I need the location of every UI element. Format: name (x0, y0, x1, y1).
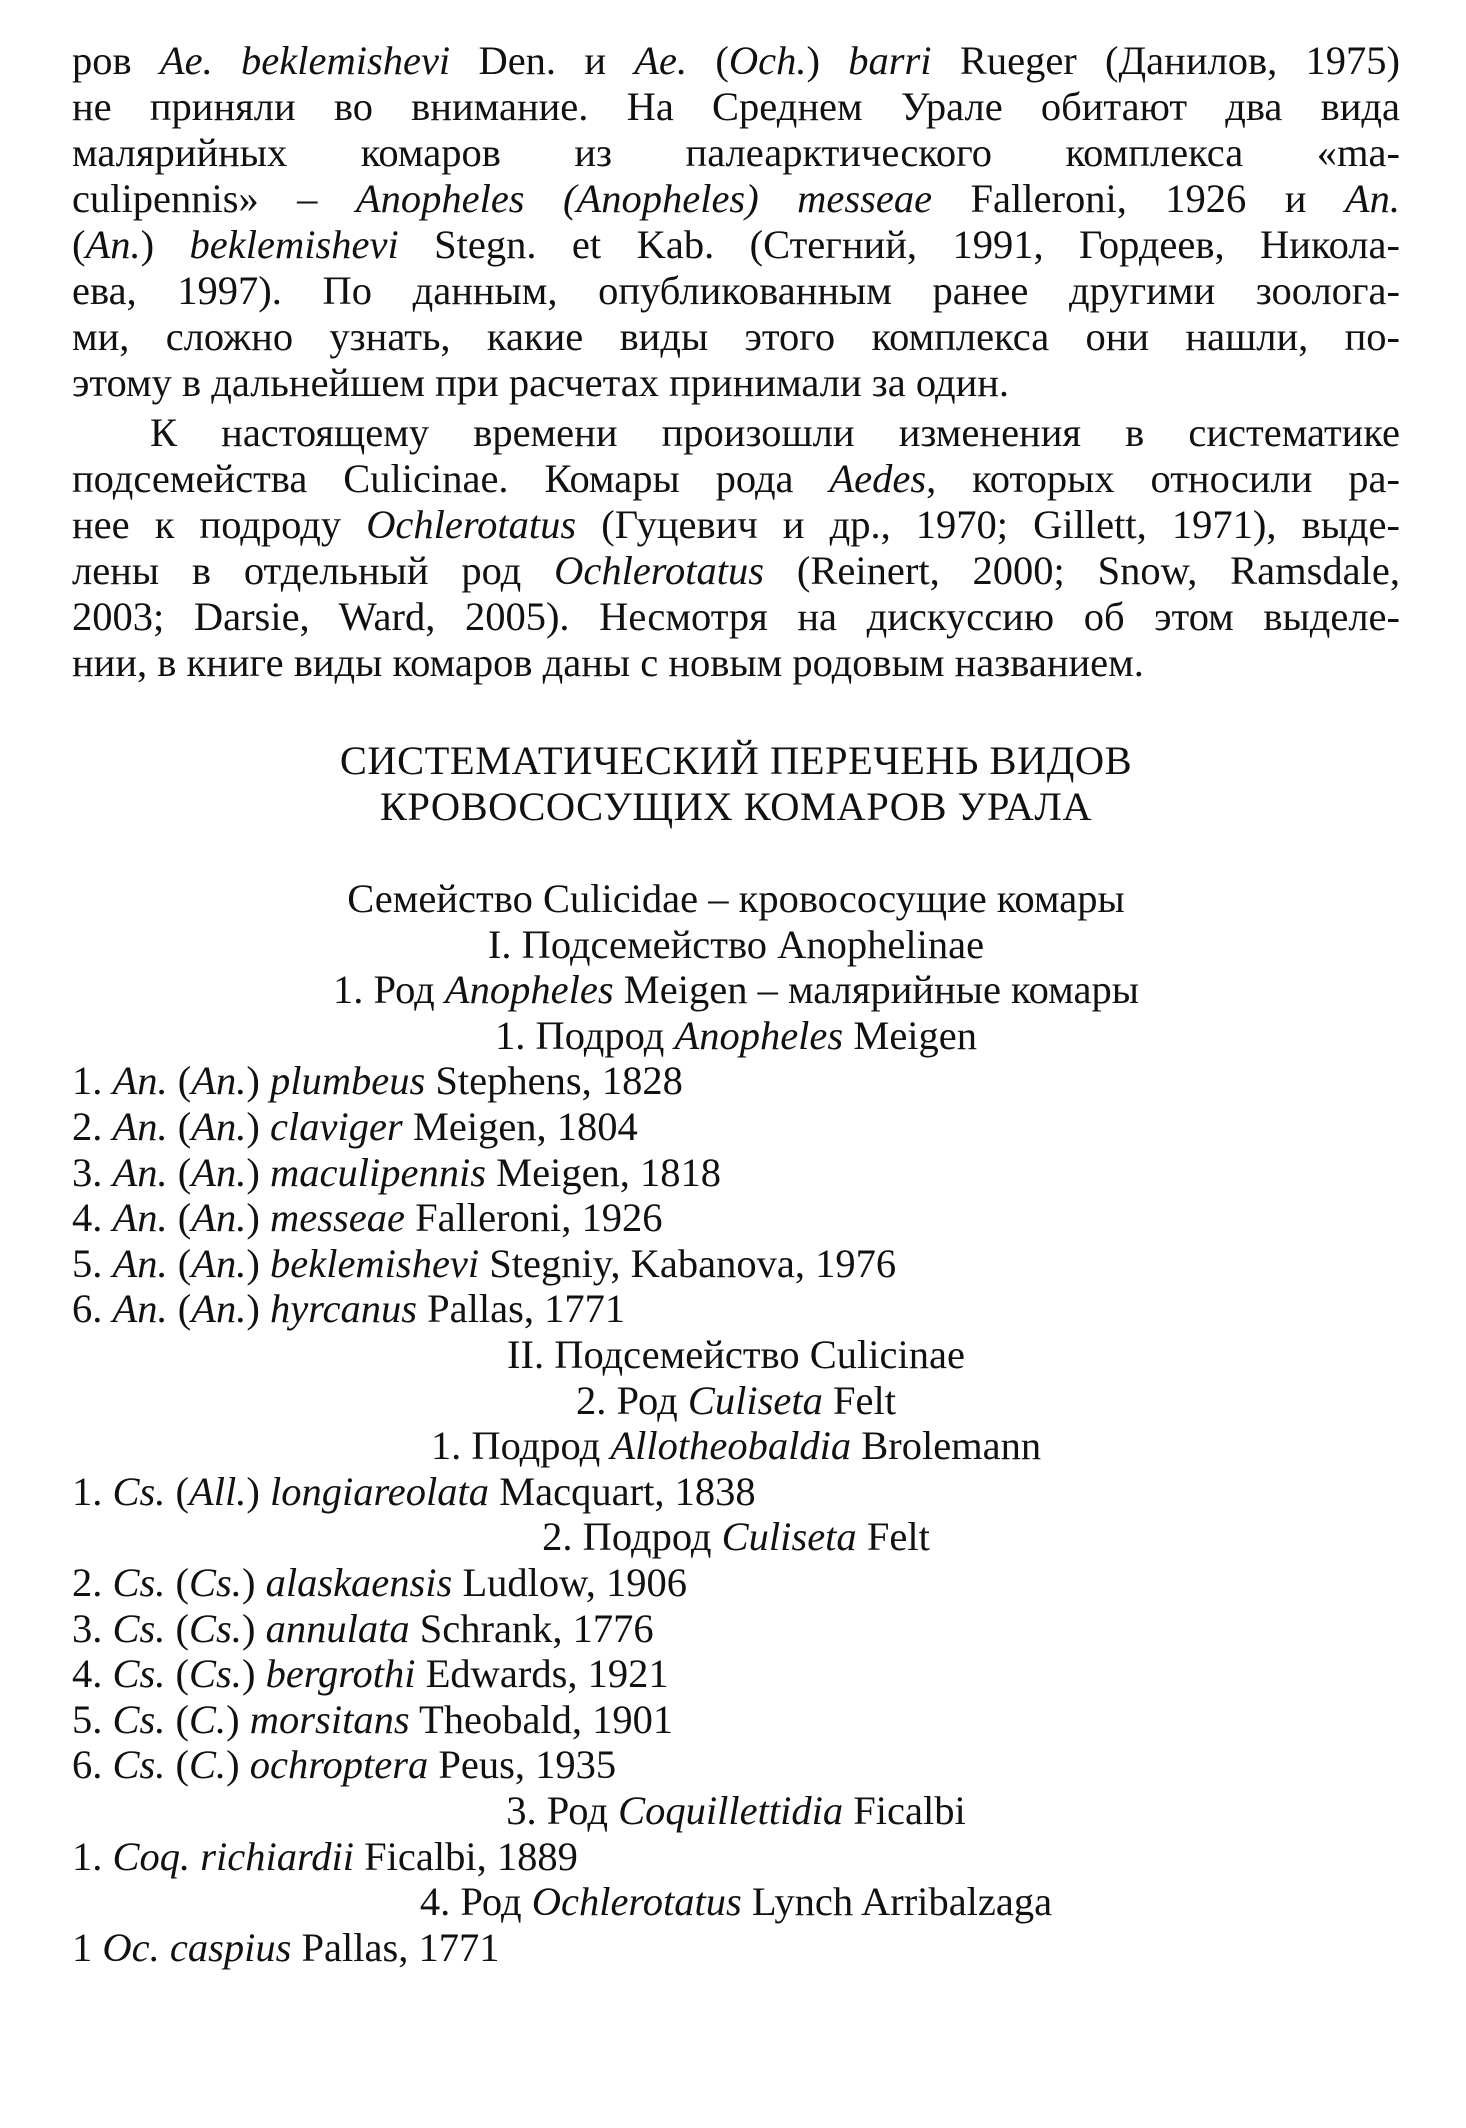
text-run: ) (806, 38, 849, 83)
text-run: ) (226, 1696, 250, 1742)
italic-taxon: An. (112, 1104, 168, 1149)
text-run: Stegn. et Kab. (Стегний, 1991, Гордеев, Никола- (398, 222, 1400, 267)
taxon-heading (72, 1879, 1400, 1925)
species-entry (72, 1286, 1400, 1332)
italic-taxon: morsitans (249, 1696, 410, 1742)
italic-taxon: Cs. (112, 1605, 166, 1651)
text-run: ) (246, 1468, 271, 1514)
text-run: ( (167, 1058, 192, 1104)
text-run: ) (226, 1742, 250, 1788)
text-run: ) (241, 1605, 266, 1651)
text-run: ) (246, 1149, 270, 1195)
species-entry (72, 1104, 1400, 1150)
paragraph-1 (72, 38, 1400, 406)
text-run: Семейство Culicidae – кровососущие комары (347, 876, 1125, 921)
text-run: Macquart, 1838 (489, 1468, 756, 1514)
text-run: culipennis» – (72, 176, 356, 221)
text-run: ева, 1997). По данным, опубликованным ранее другими зоолога- (72, 268, 1400, 313)
text-line (72, 594, 1400, 640)
italic-taxon: maculipennis (270, 1149, 486, 1195)
italic-taxon: An. (191, 1149, 247, 1195)
text-run: 4. (72, 1195, 113, 1241)
text-line (72, 314, 1400, 360)
text-line (72, 38, 1400, 84)
text-run: К настоящему времени произошли изменения в систематике (150, 410, 1400, 455)
italic-taxon: beklemishevi (270, 1240, 480, 1286)
text-run: 2. (72, 1560, 113, 1605)
taxon-heading (72, 876, 1400, 922)
italic-taxon: Ae. (634, 38, 688, 83)
text-line (72, 548, 1400, 594)
text-run: 6. (72, 1286, 113, 1332)
species-entry (72, 1058, 1400, 1104)
text-run: Felt (856, 1514, 930, 1560)
italic-taxon: An. (191, 1286, 247, 1332)
text-line (72, 130, 1400, 176)
text-line (72, 268, 1400, 314)
text-run: 6. (72, 1742, 113, 1788)
italic-taxon: longiareolata (270, 1468, 490, 1514)
italic-taxon: Ae. beklemishevi (159, 38, 451, 83)
text-run: подсемейства Culicinae. Комары рода (72, 456, 830, 501)
italic-taxon: claviger (270, 1104, 403, 1149)
italic-taxon: Culiseta (687, 1377, 823, 1423)
text-run: Stegniy, Kabanova, 1976 (479, 1240, 897, 1286)
text-run: Ficalbi (843, 1788, 966, 1833)
italic-taxon: An. (191, 1058, 247, 1104)
text-line (72, 640, 1400, 686)
italic-taxon: ochroptera (249, 1742, 429, 1788)
species-entry (72, 1697, 1400, 1743)
paragraph-2 (72, 410, 1400, 686)
italic-taxon: Cs. (112, 1560, 166, 1605)
text-run: ( (165, 1696, 190, 1742)
italic-taxon: beklemishevi (189, 222, 399, 267)
text-run: 1. (72, 1058, 113, 1104)
taxon-heading (72, 1378, 1400, 1424)
section-heading-line-2: КРОВОСОСУЩИХ КОМАРОВ УРАЛА (379, 784, 1093, 829)
text-run: ( (167, 1104, 192, 1149)
text-line (72, 456, 1400, 502)
text-run: Meigen, 1804 (402, 1104, 638, 1149)
text-run: ) (246, 1286, 270, 1332)
text-run: 1. (72, 1468, 113, 1514)
text-run: ( (167, 1240, 192, 1286)
text-run: ( (165, 1560, 190, 1605)
italic-taxon: Cs. (112, 1742, 166, 1788)
text-run: Den. и (450, 38, 635, 83)
italic-taxon: Cs. (112, 1468, 166, 1514)
text-run: ( (72, 222, 86, 267)
text-run: 1. Подрод (430, 1423, 611, 1469)
species-entry (72, 1195, 1400, 1241)
italic-taxon: bergrothi (265, 1651, 416, 1697)
text-run: 2003; Darsie, Ward, 2005). Несмотря на дискуссию об этом выделе- (72, 594, 1400, 639)
italic-taxon: Culiseta (721, 1514, 857, 1560)
text-run: 3. (72, 1605, 113, 1651)
text-run: ) (241, 1651, 266, 1697)
taxon-heading (72, 1332, 1400, 1378)
text-line (72, 360, 1400, 406)
text-run: лены в отдельный род (72, 548, 555, 593)
text-run: (Reinert, 2000; Snow, Ramsdale, (764, 548, 1400, 593)
taxon-heading (72, 1013, 1400, 1059)
italic-taxon: Cs. (112, 1696, 166, 1742)
text-run: 5. (72, 1696, 113, 1742)
species-entry (72, 1606, 1400, 1652)
italic-taxon: Cs. (189, 1651, 242, 1697)
text-run: (Гуцевич и др., 1970; Gillett, 1971), выде- (576, 502, 1400, 547)
text-run: ( (165, 1651, 190, 1697)
text-run: II. Подсемейство Culicinae (507, 1332, 965, 1377)
italic-taxon: plumbeus (270, 1058, 426, 1104)
italic-taxon: annulata (265, 1605, 410, 1651)
taxon-heading (72, 967, 1400, 1013)
text-run: ( (687, 38, 729, 83)
italic-taxon: Anopheles (674, 1012, 844, 1058)
text-run: Peus, 1935 (428, 1742, 617, 1788)
taxon-heading (72, 1423, 1400, 1469)
text-run: 3. Род (506, 1788, 619, 1833)
text-run: Pallas, 1771 (416, 1286, 626, 1332)
italic-taxon: Anopheles (Anopheles) messeae (355, 176, 933, 221)
text-run: ) (241, 1560, 266, 1605)
taxon-heading (72, 1514, 1400, 1560)
italic-taxon: Cs. (189, 1605, 242, 1651)
text-run: ) (246, 1195, 270, 1241)
italic-taxon: An. (1344, 176, 1400, 221)
text-run: ( (165, 1468, 190, 1514)
text-run: ров (72, 38, 160, 83)
text-run: 2. Род (576, 1377, 688, 1423)
text-run: ( (167, 1195, 192, 1241)
text-run: Falleroni, 1926 (404, 1195, 663, 1241)
italic-taxon: Anopheles (444, 967, 614, 1013)
text-line (72, 84, 1400, 130)
text-run: Pallas, 1771 (291, 1924, 500, 1970)
species-entry (72, 1150, 1400, 1196)
species-entry (72, 1742, 1400, 1788)
text-run: 1 (72, 1924, 103, 1970)
text-run: не приняли во внимание. На Среднем Урале обитают два вида (72, 84, 1400, 129)
italic-taxon: Cs. (189, 1560, 242, 1605)
italic-taxon: An. (191, 1104, 247, 1149)
italic-taxon: Coquillettidia (618, 1788, 844, 1833)
italic-taxon: An. (112, 1058, 168, 1104)
text-line (72, 410, 1400, 456)
italic-taxon: Oc. caspius (102, 1924, 292, 1970)
text-run: Edwards, 1921 (415, 1651, 669, 1697)
text-run: , которых относили ра- (926, 456, 1400, 501)
text-run: 4. (72, 1651, 113, 1697)
text-run: Rueger (Данилов, 1975) (931, 38, 1400, 83)
taxon-heading (72, 922, 1400, 968)
text-run: 1. Род (333, 967, 445, 1013)
italic-taxon: barri (848, 38, 932, 83)
italic-taxon: An. (112, 1286, 168, 1332)
text-run: 1. (72, 1833, 113, 1879)
species-entry (72, 1241, 1400, 1287)
italic-taxon: An. (112, 1195, 168, 1241)
text-run: ) (246, 1058, 270, 1104)
text-run: ) (246, 1104, 270, 1149)
species-entry (72, 1469, 1400, 1515)
text-run: Brolemann (851, 1423, 1042, 1469)
italic-taxon: An. (85, 222, 141, 267)
text-run: Felt (822, 1377, 896, 1423)
italic-taxon: Och. (728, 38, 807, 83)
species-entry (72, 1925, 1400, 1971)
text-run: Schrank, 1776 (409, 1605, 654, 1651)
text-run: Stephens, 1828 (425, 1058, 683, 1104)
italic-taxon: An. (112, 1149, 168, 1195)
text-run: Ficalbi, 1889 (354, 1833, 578, 1879)
italic-taxon: Aedes (829, 456, 927, 501)
section-heading-line-1: СИСТЕМАТИЧЕСКИЙ ПЕРЕЧЕНЬ ВИДОВ (339, 738, 1133, 783)
text-run: 2. (72, 1104, 113, 1149)
text-run: ( (165, 1742, 190, 1788)
italic-taxon: An. (191, 1240, 247, 1286)
text-run: нии, в книге виды комаров даны с новым родовым названием. (72, 640, 1144, 685)
text-line (72, 176, 1400, 222)
text-run: 4. Род (419, 1879, 532, 1925)
species-entry (72, 1651, 1400, 1697)
italic-taxon: C. (189, 1742, 227, 1788)
text-run: 1. Подрод (494, 1012, 675, 1058)
text-run: Falleroni, 1926 и (932, 176, 1345, 221)
text-run: 5. (72, 1240, 113, 1286)
text-run: Meigen, 1818 (485, 1149, 722, 1195)
species-entry (72, 1834, 1400, 1880)
italic-taxon: hyrcanus (270, 1286, 417, 1332)
text-run: ( (167, 1286, 192, 1332)
text-run: 3. (72, 1149, 113, 1195)
italic-taxon: Ochlerotatus (554, 548, 765, 593)
text-run: Theobald, 1901 (409, 1696, 674, 1742)
italic-taxon: Allotheobaldia (610, 1423, 852, 1469)
italic-taxon: All. (189, 1468, 247, 1514)
text-run: этому в дальнейшем при расчетах принимали за один. (72, 360, 1010, 405)
text-run: I. Подсемейство Anophelinae (487, 921, 985, 967)
text-run: Meigen – малярийные комары (613, 967, 1139, 1013)
italic-taxon: Ochlerotatus (366, 502, 577, 547)
text-run: 2. Подрод (542, 1514, 722, 1560)
italic-taxon: An. (191, 1195, 247, 1241)
italic-taxon: C. (189, 1696, 227, 1742)
text-run: Ludlow, 1906 (452, 1560, 688, 1605)
italic-taxon: alaskaensis (265, 1560, 453, 1605)
text-run: ми, сложно узнать, какие виды этого комплекса они нашли, по- (72, 314, 1400, 359)
italic-taxon: Cs. (112, 1651, 166, 1697)
text-run: Meigen (843, 1012, 978, 1058)
text-run: Lynch Arribalzaga (741, 1879, 1053, 1925)
italic-taxon: Coq. richiardii (112, 1833, 355, 1879)
italic-taxon: Ochlerotatus (531, 1879, 742, 1925)
text-run: малярийных комаров из палеарктического комплекса «ma- (72, 130, 1400, 175)
text-run: ( (167, 1149, 192, 1195)
text-run: ) (140, 222, 190, 267)
text-run: ( (165, 1605, 190, 1651)
italic-taxon: An. (112, 1240, 168, 1286)
text-run: нее к подроду (72, 502, 367, 547)
species-entry (72, 1560, 1400, 1606)
text-line (72, 502, 1400, 548)
text-line (72, 222, 1400, 268)
italic-taxon: messeae (270, 1195, 405, 1241)
taxon-heading (72, 1788, 1400, 1834)
text-run: ) (246, 1240, 270, 1286)
